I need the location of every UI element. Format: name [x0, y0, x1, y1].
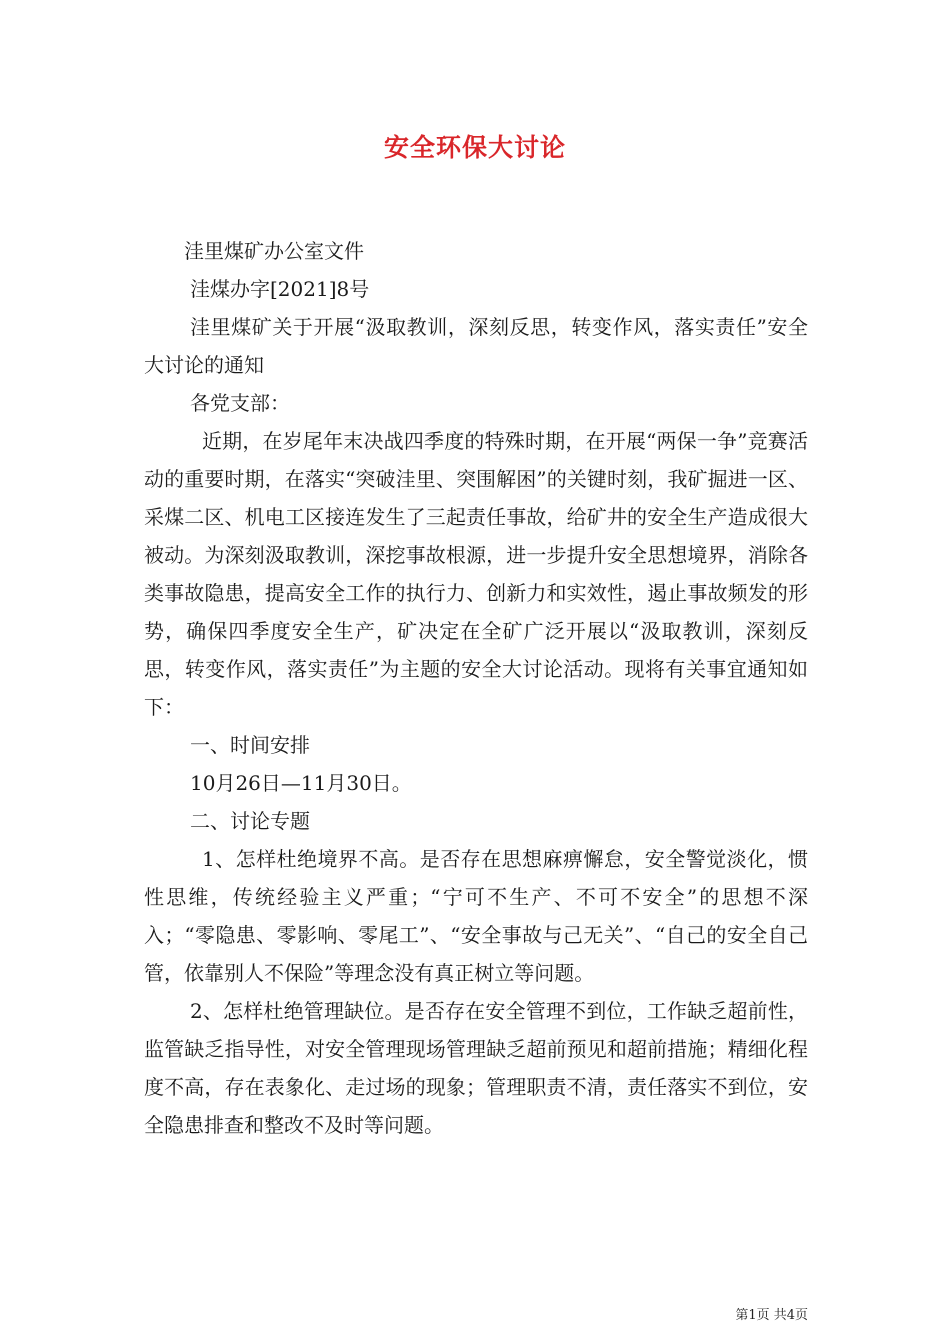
- document-body: [144, 232, 808, 1144]
- topic-item-1: 1、怎样杜绝境界不高。是否存在思想麻痹懈怠，安全警觉淡化，惯性思维，传统经验主义严重；“宁可不生产、不可不安全”的思想不深入；“零隐患、零影响、零尾工”、“安全事故与己无关”、“自己的安全自己管，依靠别人不保险”等理念没有真正树立等问题。: [144, 847, 808, 985]
- salutation: 各党支部：: [190, 391, 290, 415]
- section-heading-topics: 二、讨论专题: [190, 809, 310, 833]
- page-number-footer: 第1页 共4页: [735, 1308, 808, 1323]
- body-paragraph-intro: 近期，在岁尾年末决战四季度的特殊时期，在开展“两保一争”竞赛活动的重要时期，在落实“突破洼里、突围解困”的关键时刻，我矿掘进一区、采煤二区、机电工区接连发生了三起责任事故，给矿井的安全生产造成很大被动。为深刻汲取教训，深挖事故根源，进一步提升安全思想境界，消除各类事故隐患，提高安全工作的执行力、创新力和实效性，遏止事故频发的形势，确保四季度安全生产，矿决定在全矿广泛开展以“汲取教训，深刻反思，转变作风，落实责任”为主题的安全大讨论活动。现将有关事宜通知如下：: [144, 429, 808, 719]
- topic-item-2: 2、怎样杜绝管理缺位。是否存在安全管理不到位，工作缺乏超前性，监管缺乏指导性，对安全管理现场管理缺乏超前预见和超前措施；精细化程度不高，存在表象化、走过场的现象；管理职责不清，责任落实不到位，安全隐患排查和整改不及时等问题。: [144, 999, 808, 1137]
- notice-heading: 洼里煤矿关于开展“汲取教训，深刻反思，转变作风，落实责任”安全大讨论的通知: [144, 315, 808, 377]
- document-number: 洼煤办字[2021]8号: [190, 277, 370, 301]
- schedule-dates: 10月26日—11月30日。: [190, 771, 412, 795]
- document-title: 安全环保大讨论: [383, 133, 566, 162]
- issuer-line: 洼里煤矿办公室文件: [184, 239, 364, 263]
- section-heading-schedule: 一、时间安排: [190, 733, 310, 757]
